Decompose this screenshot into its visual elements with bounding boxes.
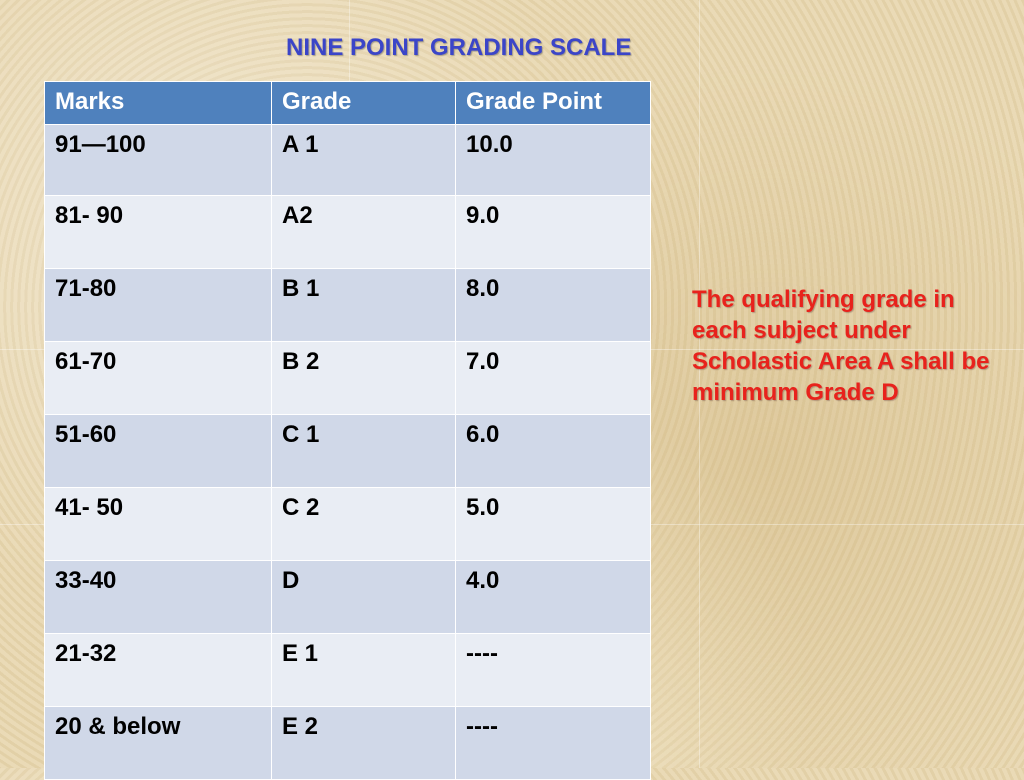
grade-cell: E 1 xyxy=(272,634,456,707)
marks-cell: 20 & below xyxy=(45,707,272,780)
grade-cell: E 2 xyxy=(272,707,456,780)
grade-point-cell: 7.0 xyxy=(456,342,651,415)
marks-cell: 61-70 xyxy=(45,342,272,415)
table-header-row xyxy=(45,82,651,125)
marks-cell: 51-60 xyxy=(45,415,272,488)
qualifying-grade-note: The qualifying grade in each subject under Scholastic Area A shall be minimum Grade D xyxy=(692,286,990,406)
header-grade-point: Grade Point xyxy=(456,82,651,125)
grade-cell: A 1 xyxy=(272,125,456,196)
header-grade: Grade xyxy=(272,82,456,125)
table-row xyxy=(45,561,651,634)
marks-cell: 33-40 xyxy=(45,561,272,634)
grading-scale-table xyxy=(44,81,651,780)
grade-point-cell: 9.0 xyxy=(456,196,651,269)
grade-cell: D xyxy=(272,561,456,634)
grade-point-cell: ---- xyxy=(456,634,651,707)
table-row xyxy=(45,634,651,707)
table-row xyxy=(45,488,651,561)
grade-cell: C 1 xyxy=(272,415,456,488)
grade-cell: A2 xyxy=(272,196,456,269)
marks-cell: 71-80 xyxy=(45,269,272,342)
grade-point-cell: 5.0 xyxy=(456,488,651,561)
table-row xyxy=(45,707,651,780)
marks-cell: 41- 50 xyxy=(45,488,272,561)
header-marks: Marks xyxy=(45,82,272,125)
table-row xyxy=(45,342,651,415)
table-row xyxy=(45,125,651,196)
slide-title: NINE POINT GRADING SCALE xyxy=(286,34,632,61)
marks-cell: 91—100 xyxy=(45,125,272,196)
grade-cell: B 1 xyxy=(272,269,456,342)
table-row xyxy=(45,196,651,269)
grade-point-cell: 10.0 xyxy=(456,125,651,196)
grade-point-cell: 4.0 xyxy=(456,561,651,634)
marks-cell: 81- 90 xyxy=(45,196,272,269)
marks-cell: 21-32 xyxy=(45,634,272,707)
grade-point-cell: ---- xyxy=(456,707,651,780)
grade-point-cell: 6.0 xyxy=(456,415,651,488)
grade-cell: C 2 xyxy=(272,488,456,561)
table-row xyxy=(45,269,651,342)
grade-point-cell: 8.0 xyxy=(456,269,651,342)
table-row xyxy=(45,415,651,488)
grade-cell: B 2 xyxy=(272,342,456,415)
